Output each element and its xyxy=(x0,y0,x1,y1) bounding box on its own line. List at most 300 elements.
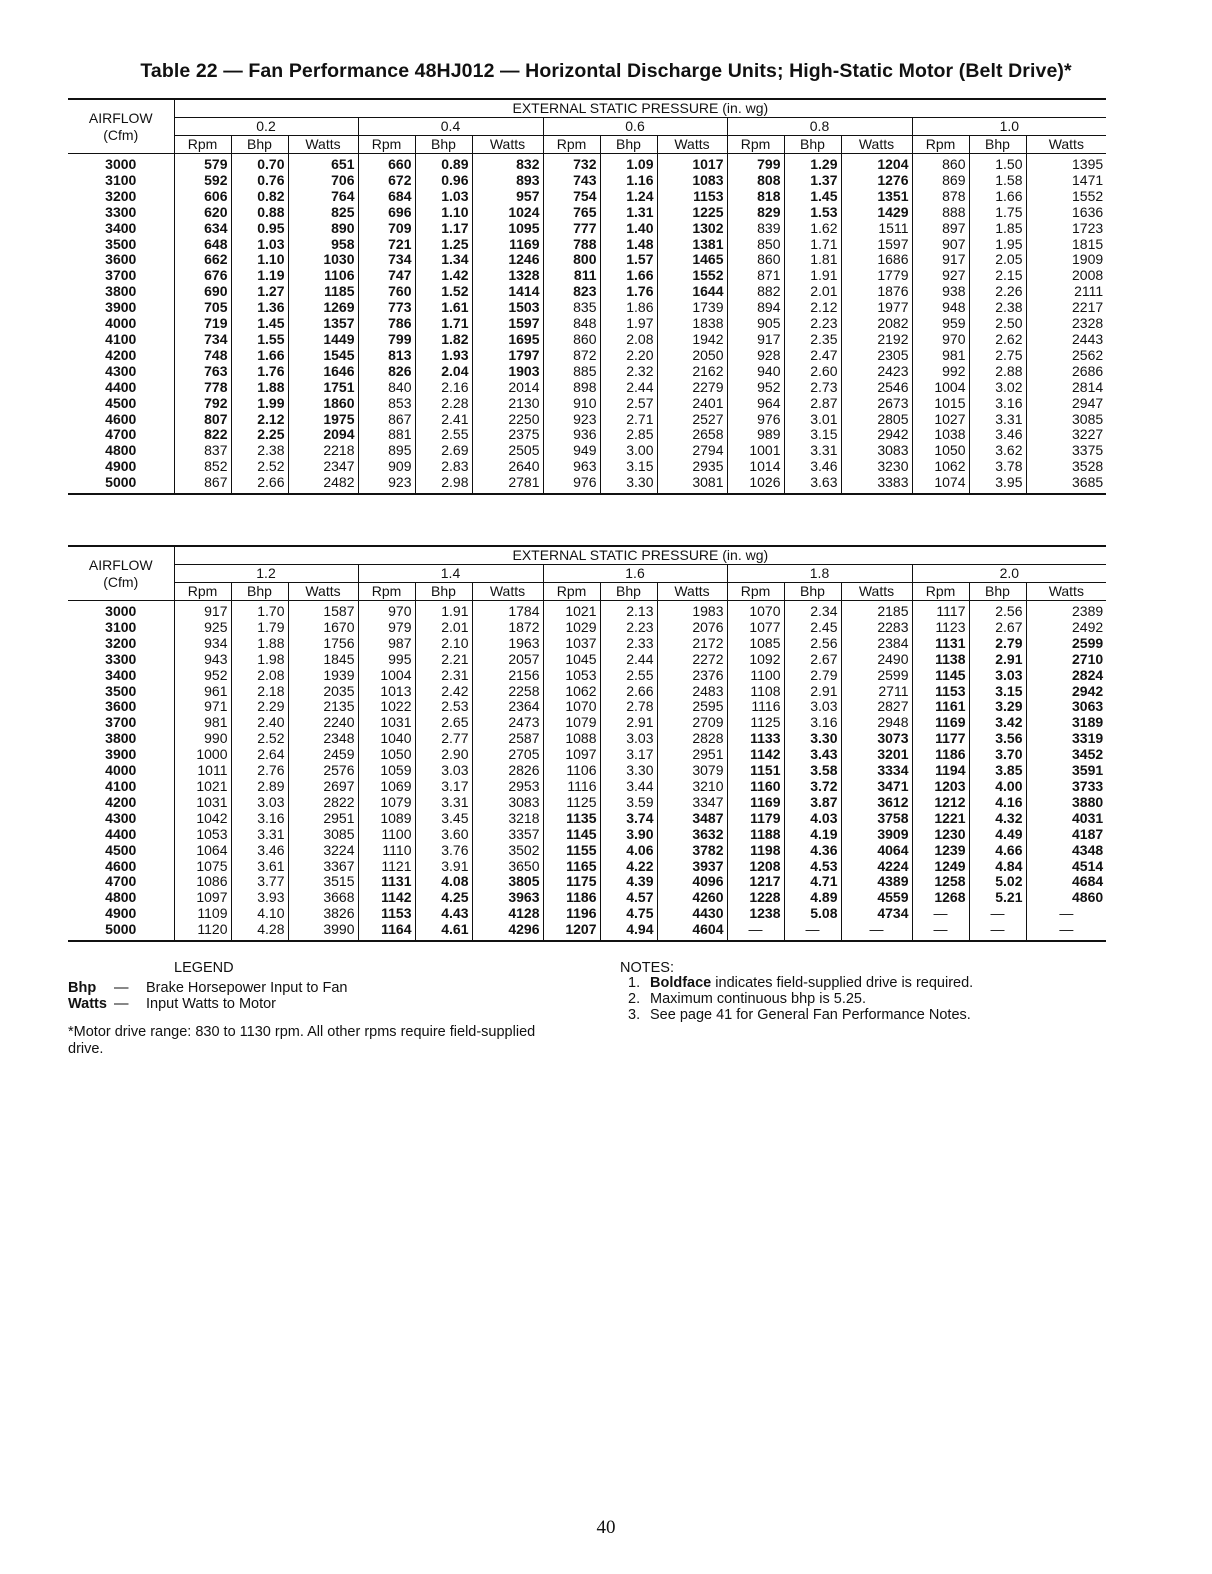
fan-performance-table-2 xyxy=(68,545,1106,942)
value-cell: 2156 xyxy=(472,668,543,684)
airflow-cell: 4200 xyxy=(68,348,174,364)
value-cell: 2.79 xyxy=(969,636,1026,652)
value-cell: 4.08 xyxy=(415,874,472,890)
column-header-watts: Watts xyxy=(1026,583,1106,601)
value-cell: 890 xyxy=(288,221,358,237)
value-cell: 1963 xyxy=(472,636,543,652)
value-cell: 3367 xyxy=(288,859,358,875)
airflow-cell: 4800 xyxy=(68,890,174,906)
value-cell: — xyxy=(912,906,969,922)
value-cell: 860 xyxy=(912,154,969,173)
column-header-watts: Watts xyxy=(472,583,543,601)
value-cell: 2.23 xyxy=(600,620,657,636)
value-cell: 4389 xyxy=(841,874,912,890)
value-cell: 4.36 xyxy=(784,843,841,859)
value-cell: 3.46 xyxy=(784,459,841,475)
value-cell: 4.22 xyxy=(600,859,657,875)
value-cell: 909 xyxy=(358,459,415,475)
value-cell: 3.03 xyxy=(231,795,288,811)
airflow-cell: 3600 xyxy=(68,252,174,268)
value-cell: 3.59 xyxy=(600,795,657,811)
value-cell: 1.95 xyxy=(969,237,1026,253)
airflow-cell: 4000 xyxy=(68,316,174,332)
value-cell: 2347 xyxy=(288,459,358,475)
column-header-bhp: Bhp xyxy=(231,136,288,154)
pressure-group-header: 1.4 xyxy=(358,565,543,583)
value-cell: 3.30 xyxy=(600,763,657,779)
value-cell: 1686 xyxy=(841,252,912,268)
value-cell: 2.35 xyxy=(784,332,841,348)
airflow-cell: 3700 xyxy=(68,715,174,731)
value-cell: 2587 xyxy=(472,731,543,747)
table-row xyxy=(68,284,1106,300)
value-cell: 992 xyxy=(912,364,969,380)
esp-header: EXTERNAL STATIC PRESSURE (in. wg) xyxy=(174,546,1106,565)
value-cell: 1597 xyxy=(841,237,912,253)
value-cell: 2673 xyxy=(841,396,912,412)
value-cell: 995 xyxy=(358,652,415,668)
value-cell: 1751 xyxy=(288,380,358,396)
value-cell: 1246 xyxy=(472,252,543,268)
value-cell: 1.81 xyxy=(784,252,841,268)
value-cell: 747 xyxy=(358,268,415,284)
value-cell: 4.25 xyxy=(415,890,472,906)
airflow-header-unit: (Cfm) xyxy=(103,573,139,590)
value-cell: 4514 xyxy=(1072,857,1104,874)
value-cell: 1145 xyxy=(543,827,600,843)
value-cell: 3.91 xyxy=(415,859,472,875)
value-cell: 888 xyxy=(912,205,969,221)
value-cell: 2.55 xyxy=(600,668,657,684)
value-cell: 1142 xyxy=(358,890,415,906)
airflow-header xyxy=(68,546,174,601)
value-cell: 2192 xyxy=(841,332,912,348)
value-cell: 1106 xyxy=(288,268,358,284)
column-header-bhp: Bhp xyxy=(600,583,657,601)
value-cell: 938 xyxy=(912,284,969,300)
value-cell: 2483 xyxy=(657,684,727,700)
value-cell: 2384 xyxy=(841,636,912,652)
value-cell: 1.29 xyxy=(784,154,841,173)
column-header-watts: Watts xyxy=(657,583,727,601)
value-cell: 2305 xyxy=(841,348,912,364)
value-cell: 2.44 xyxy=(600,380,657,396)
note-number: 3. xyxy=(628,1007,641,1023)
value-cell: 917 xyxy=(912,252,969,268)
value-cell: 825 xyxy=(288,205,358,221)
value-cell: 788 xyxy=(543,237,600,253)
value-cell: 2401 xyxy=(657,396,727,412)
value-cell: 3085 xyxy=(288,827,358,843)
value-cell: 1108 xyxy=(727,684,784,700)
value-cell: 2576 xyxy=(288,763,358,779)
value-cell: 2822 xyxy=(288,795,358,811)
value-cell: 706 xyxy=(288,173,358,189)
value-cell: 1155 xyxy=(543,843,600,859)
value-cell: 2.21 xyxy=(415,652,472,668)
value-cell: 1188 xyxy=(727,827,784,843)
note-number: 2. xyxy=(628,991,641,1007)
value-cell: 2.98 xyxy=(415,475,472,494)
value-cell: 1027 xyxy=(912,412,969,428)
value-cell: 2.13 xyxy=(600,601,657,620)
value-cell: 2240 xyxy=(288,715,358,731)
airflow-cell: 4300 xyxy=(68,364,174,380)
value-cell: 4224 xyxy=(841,859,912,875)
value-cell: 1302 xyxy=(657,221,727,237)
value-cell: 910 xyxy=(543,396,600,412)
value-cell: 3.42 xyxy=(969,715,1026,731)
value-cell: 1109 xyxy=(174,906,231,922)
value-cell: 1029 xyxy=(543,620,600,636)
value-cell: 987 xyxy=(358,636,415,652)
value-cell: 1756 xyxy=(288,636,358,652)
value-cell: 898 xyxy=(543,380,600,396)
value-cell: 895 xyxy=(358,443,415,459)
value-cell: 2328 xyxy=(1072,315,1104,332)
value-cell: 2423 xyxy=(841,364,912,380)
value-cell: 2035 xyxy=(288,684,358,700)
table-row xyxy=(68,906,1106,922)
value-cell: 3990 xyxy=(288,922,358,941)
value-cell: 882 xyxy=(727,284,784,300)
value-cell: 1015 xyxy=(912,396,969,412)
column-header-watts: Watts xyxy=(657,136,727,154)
value-cell: 721 xyxy=(358,237,415,253)
value-cell: 1.09 xyxy=(600,154,657,173)
value-cell: 4684 xyxy=(1072,873,1104,890)
value-cell: 3.15 xyxy=(969,684,1026,700)
value-cell: 662 xyxy=(174,252,231,268)
value-cell: — xyxy=(784,922,841,941)
table-row xyxy=(68,922,1106,941)
value-cell: 1.88 xyxy=(231,380,288,396)
column-header-watts: Watts xyxy=(288,583,358,601)
value-cell: 1070 xyxy=(727,601,784,620)
table-row xyxy=(68,475,1106,494)
airflow-cell: 3400 xyxy=(68,668,174,684)
value-cell: 1116 xyxy=(727,699,784,715)
value-cell: 3.93 xyxy=(231,890,288,906)
value-cell: 3880 xyxy=(1072,793,1104,810)
value-cell: 923 xyxy=(358,475,415,494)
value-cell: 1.62 xyxy=(784,221,841,237)
value-cell: 835 xyxy=(543,300,600,316)
airflow-cell: 4400 xyxy=(68,380,174,396)
value-cell: 1.76 xyxy=(231,364,288,380)
value-cell: 3963 xyxy=(472,890,543,906)
value-cell: 1203 xyxy=(912,779,969,795)
value-cell: 1123 xyxy=(912,620,969,636)
column-header-watts: Watts xyxy=(472,136,543,154)
airflow-cell: 3000 xyxy=(68,154,174,173)
value-cell: 3668 xyxy=(288,890,358,906)
column-header-rpm: Rpm xyxy=(358,136,415,154)
value-cell: 897 xyxy=(912,221,969,237)
value-cell: 1.70 xyxy=(231,601,288,620)
value-cell: 764 xyxy=(288,189,358,205)
value-cell: 2473 xyxy=(472,715,543,731)
value-cell: 2217 xyxy=(1072,299,1104,316)
column-header-watts: Watts xyxy=(1026,136,1106,154)
value-cell: 3.31 xyxy=(231,827,288,843)
value-cell: 1.88 xyxy=(231,636,288,652)
value-cell: 0.76 xyxy=(231,173,288,189)
value-cell: 1465 xyxy=(657,252,727,268)
value-cell: 3.31 xyxy=(415,795,472,811)
value-cell: 3073 xyxy=(841,731,912,747)
note-bold-text: Boldface xyxy=(650,975,712,991)
airflow-cell: 4700 xyxy=(68,874,174,890)
value-cell: — xyxy=(841,922,912,941)
value-cell: 3.02 xyxy=(969,380,1026,396)
value-cell: 2272 xyxy=(657,652,727,668)
value-cell: 885 xyxy=(543,364,600,380)
pressure-group-header: 1.6 xyxy=(543,565,727,583)
airflow-cell: 3900 xyxy=(68,300,174,316)
value-cell: 2094 xyxy=(288,427,358,443)
value-cell: 1121 xyxy=(358,859,415,875)
value-cell: 3650 xyxy=(472,859,543,875)
value-cell: 839 xyxy=(727,221,784,237)
value-cell: 2218 xyxy=(288,443,358,459)
value-cell: 860 xyxy=(543,332,600,348)
value-cell: 2640 xyxy=(472,459,543,475)
table-row xyxy=(68,427,1106,443)
value-cell: 1723 xyxy=(1072,219,1104,236)
column-header-watts: Watts xyxy=(288,136,358,154)
value-cell: 4734 xyxy=(841,906,912,922)
value-cell: 1414 xyxy=(472,284,543,300)
airflow-cell: 5000 xyxy=(68,922,174,941)
value-cell: 2.10 xyxy=(415,636,472,652)
fan-performance-table-1 xyxy=(68,98,1106,495)
value-cell: 4.94 xyxy=(600,922,657,941)
note-item xyxy=(628,1007,973,1023)
value-cell: 1258 xyxy=(912,874,969,890)
value-cell: 3805 xyxy=(472,874,543,890)
value-cell: 2.42 xyxy=(415,684,472,700)
value-cell: 829 xyxy=(727,205,784,221)
airflow-cell: 3500 xyxy=(68,237,174,253)
value-cell: 4064 xyxy=(841,843,912,859)
table-row xyxy=(68,763,1106,779)
value-cell: 1644 xyxy=(657,284,727,300)
airflow-cell: 3100 xyxy=(68,173,174,189)
value-cell: 4260 xyxy=(657,890,727,906)
value-cell: 3515 xyxy=(288,874,358,890)
value-cell: 976 xyxy=(543,475,600,494)
table-row xyxy=(68,332,1106,348)
value-cell: 4348 xyxy=(1072,841,1104,858)
value-cell: 1942 xyxy=(657,332,727,348)
value-cell: 853 xyxy=(358,396,415,412)
legend-item-watts xyxy=(68,996,276,1012)
value-cell: 2283 xyxy=(841,620,912,636)
value-cell: 1.03 xyxy=(231,237,288,253)
value-cell: 1177 xyxy=(912,731,969,747)
pressure-group-header: 1.0 xyxy=(912,118,1106,136)
value-cell: 4.28 xyxy=(231,922,288,941)
legend-abbr: Bhp xyxy=(68,980,97,996)
table-row xyxy=(68,173,1106,189)
value-cell: 1.98 xyxy=(231,652,288,668)
value-cell: 3081 xyxy=(657,475,727,494)
value-cell: 3.44 xyxy=(600,779,657,795)
value-cell: 2050 xyxy=(657,348,727,364)
value-cell: 2.18 xyxy=(231,684,288,700)
value-cell: 3.15 xyxy=(784,427,841,443)
pressure-group-header: 2.0 xyxy=(912,565,1106,583)
value-cell: 1815 xyxy=(1072,235,1104,252)
value-cell: 867 xyxy=(358,412,415,428)
value-cell: 3733 xyxy=(1072,777,1104,794)
value-cell: 1038 xyxy=(912,427,969,443)
value-cell: 1135 xyxy=(543,811,600,827)
value-cell: 1.52 xyxy=(415,284,472,300)
airflow-cell: 4900 xyxy=(68,906,174,922)
value-cell: 1597 xyxy=(472,316,543,332)
value-cell: 620 xyxy=(174,205,231,221)
value-cell: 2.20 xyxy=(600,348,657,364)
value-cell: 1133 xyxy=(727,731,784,747)
value-cell: 2935 xyxy=(657,459,727,475)
value-cell: 1249 xyxy=(912,859,969,875)
table-row xyxy=(68,348,1106,364)
column-header-bhp: Bhp xyxy=(969,136,1026,154)
value-cell: 1125 xyxy=(727,715,784,731)
value-cell: 2.12 xyxy=(231,412,288,428)
value-cell: 2.31 xyxy=(415,668,472,684)
value-cell: 1.10 xyxy=(231,252,288,268)
value-cell: 3.31 xyxy=(784,443,841,459)
value-cell: 1026 xyxy=(727,475,784,494)
value-cell: 1013 xyxy=(358,684,415,700)
value-cell: 934 xyxy=(174,636,231,652)
value-cell: 732 xyxy=(543,154,600,173)
value-cell: 981 xyxy=(912,348,969,364)
value-cell: 3.01 xyxy=(784,412,841,428)
value-cell: 672 xyxy=(358,173,415,189)
value-cell: 2.87 xyxy=(784,396,841,412)
table-row xyxy=(68,316,1106,332)
table-row xyxy=(68,890,1106,906)
value-cell: 1086 xyxy=(174,874,231,890)
column-header-bhp: Bhp xyxy=(784,583,841,601)
value-cell: 2162 xyxy=(657,364,727,380)
airflow-cell: 4600 xyxy=(68,859,174,875)
airflow-header-label: AIRFLOW xyxy=(88,556,153,573)
value-cell: 1.31 xyxy=(600,205,657,221)
value-cell: 1.97 xyxy=(600,316,657,332)
value-cell: 2942 xyxy=(1072,682,1104,699)
value-cell: 1.76 xyxy=(600,284,657,300)
value-cell: 1004 xyxy=(912,380,969,396)
value-cell: 850 xyxy=(727,237,784,253)
value-cell: 852 xyxy=(174,459,231,475)
value-cell: 964 xyxy=(727,396,784,412)
value-cell: 1042 xyxy=(174,811,231,827)
note-text: Maximum continuous bhp is 5.25. xyxy=(650,991,866,1007)
value-cell: 1031 xyxy=(358,715,415,731)
value-cell: 2.45 xyxy=(784,620,841,636)
value-cell: 2130 xyxy=(472,396,543,412)
value-cell: 3210 xyxy=(657,779,727,795)
column-header-bhp: Bhp xyxy=(784,136,841,154)
column-header-rpm: Rpm xyxy=(543,583,600,601)
value-cell: 4604 xyxy=(657,922,727,941)
value-cell: 3.70 xyxy=(969,747,1026,763)
value-cell: 1.03 xyxy=(415,189,472,205)
value-cell: 651 xyxy=(288,154,358,173)
value-cell: 0.70 xyxy=(231,154,288,173)
value-cell: 3487 xyxy=(657,811,727,827)
value-cell: 4.06 xyxy=(600,843,657,859)
value-cell: 3937 xyxy=(657,859,727,875)
table-row xyxy=(68,874,1106,890)
value-cell: 3201 xyxy=(841,747,912,763)
value-cell: 1138 xyxy=(912,652,969,668)
value-cell: 2258 xyxy=(472,684,543,700)
value-cell: 1.58 xyxy=(969,173,1026,189)
value-cell: 3189 xyxy=(1072,714,1104,731)
value-cell: 2.73 xyxy=(784,380,841,396)
legend-dash: — xyxy=(114,996,129,1012)
note-item xyxy=(628,991,973,1007)
table-row xyxy=(68,252,1106,268)
value-cell: 813 xyxy=(358,348,415,364)
value-cell: 2389 xyxy=(1072,603,1104,619)
value-cell: 2.60 xyxy=(784,364,841,380)
value-cell: 2482 xyxy=(288,475,358,494)
value-cell: 2599 xyxy=(1072,634,1104,651)
page-number: 40 xyxy=(596,1517,616,1538)
value-cell: 1276 xyxy=(841,173,912,189)
value-cell: 1.82 xyxy=(415,332,472,348)
value-cell: 3.03 xyxy=(969,668,1026,684)
pressure-group-header: 1.2 xyxy=(174,565,358,583)
value-cell: 0.82 xyxy=(231,189,288,205)
value-cell: 1.79 xyxy=(231,620,288,636)
value-cell: 4.19 xyxy=(784,827,841,843)
table-row xyxy=(68,779,1106,795)
airflow-cell: 3400 xyxy=(68,221,174,237)
value-cell: 2.52 xyxy=(231,459,288,475)
value-cell: 1395 xyxy=(1072,156,1104,172)
value-cell: 3.76 xyxy=(415,843,472,859)
airflow-cell: 4800 xyxy=(68,443,174,459)
value-cell: 3.45 xyxy=(415,811,472,827)
value-cell: 2.01 xyxy=(415,620,472,636)
value-cell: 4.10 xyxy=(231,906,288,922)
value-cell: 811 xyxy=(543,268,600,284)
value-cell: 2824 xyxy=(1072,666,1104,683)
value-cell: 2.91 xyxy=(600,715,657,731)
value-cell: 1153 xyxy=(657,189,727,205)
value-cell: 2014 xyxy=(472,380,543,396)
table-row xyxy=(68,620,1106,636)
value-cell: 5.21 xyxy=(969,890,1026,906)
value-cell: 1074 xyxy=(912,475,969,494)
value-cell: 754 xyxy=(543,189,600,205)
value-cell: 3.58 xyxy=(784,763,841,779)
value-cell: 2826 xyxy=(472,763,543,779)
value-cell: 3.16 xyxy=(969,396,1026,412)
value-cell: 1977 xyxy=(841,300,912,316)
value-cell: 1011 xyxy=(174,763,231,779)
value-cell: 2.85 xyxy=(600,427,657,443)
value-cell: 3347 xyxy=(657,795,727,811)
